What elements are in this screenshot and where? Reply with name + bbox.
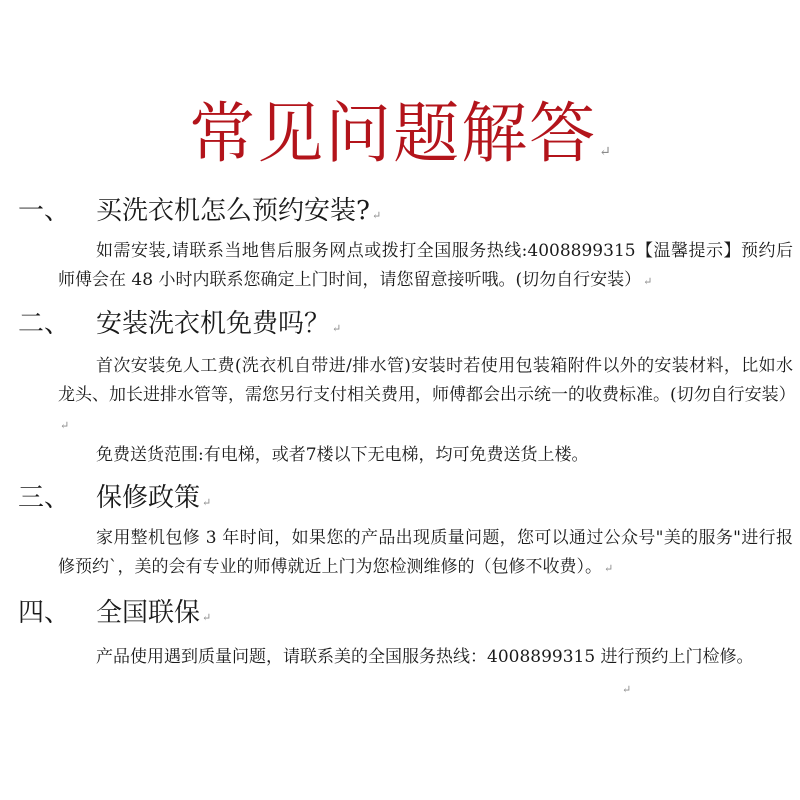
paragraph-mark-icon: ↵	[371, 209, 382, 222]
paragraph-mark-icon: ↵	[60, 419, 70, 432]
paragraph-mark-icon: ↵	[604, 562, 614, 575]
section-1-number: 一、	[18, 196, 71, 226]
paragraph-mark-icon: ↵	[202, 611, 212, 624]
section-4-paragraph-1	[58, 643, 793, 672]
section-4-number: 四、	[18, 598, 71, 628]
section-3-heading	[18, 480, 788, 521]
section-1-paragraph-1	[58, 237, 793, 296]
page-title	[0, 92, 800, 194]
section-3-paragraph-1-text: 家用整机包修 3 年时间，如果您的产品出现质量问题，您可以通过公众号"美的服务"进行报修预约`，美的会有专业的师傅就近上门为您检测维修的（包修不收费）。	[58, 528, 793, 577]
section-4-heading	[18, 595, 788, 636]
section-4-paragraph-1-text: 产品使用遇到质量问题，请联系美的全国服务热线：4008899315 进行预约上门检修。	[96, 647, 754, 667]
section-3-title: 保修政策	[96, 483, 201, 513]
section-3-paragraph-1	[58, 524, 793, 583]
paragraph-mark-icon: ↵	[202, 496, 212, 509]
section-2-paragraph-1	[58, 352, 796, 440]
section-2-paragraph-1-text: 首次安装免人工费(洗衣机自带进/排水管)安装时若使用包装箱附件以外的安装材料，比如水龙头、加长进排水管等，需您另行支付相关费用，师傅都会出示统一的收费标准。(切勿自行安装）	[58, 356, 796, 405]
section-2-title: 安装洗衣机免费吗？	[96, 309, 331, 339]
section-3-number: 三、	[18, 483, 71, 513]
section-1-heading	[18, 193, 788, 234]
section-1-paragraph-1-text: 如需安装,请联系当地售后服务网点或拨打全国服务热线:4008899315【温馨提示】预约后师傅会在 48 小时内联系您确定上门时间，请您留意接听哦。(切勿自行安装）	[58, 241, 793, 290]
section-2-number: 二、	[18, 309, 71, 339]
paragraph-mark-icon: ↵	[599, 144, 611, 160]
section-2-paragraph-2-text: 免费送货范围:有电梯，或者7楼以下无电梯，均可免费送货上楼。	[96, 445, 589, 465]
paragraph-mark-icon: ↵	[643, 275, 653, 288]
section-2-heading	[18, 306, 788, 347]
page-title-text: 常见问题解答	[189, 95, 598, 172]
section-2-paragraph-2	[96, 441, 786, 470]
paragraph-mark-icon: ↵	[622, 683, 632, 696]
section-1-title: 买洗衣机怎么预约安装?	[96, 196, 370, 226]
paragraph-mark-icon: ↵	[332, 322, 342, 335]
section-4-title: 全国联保	[96, 598, 201, 628]
